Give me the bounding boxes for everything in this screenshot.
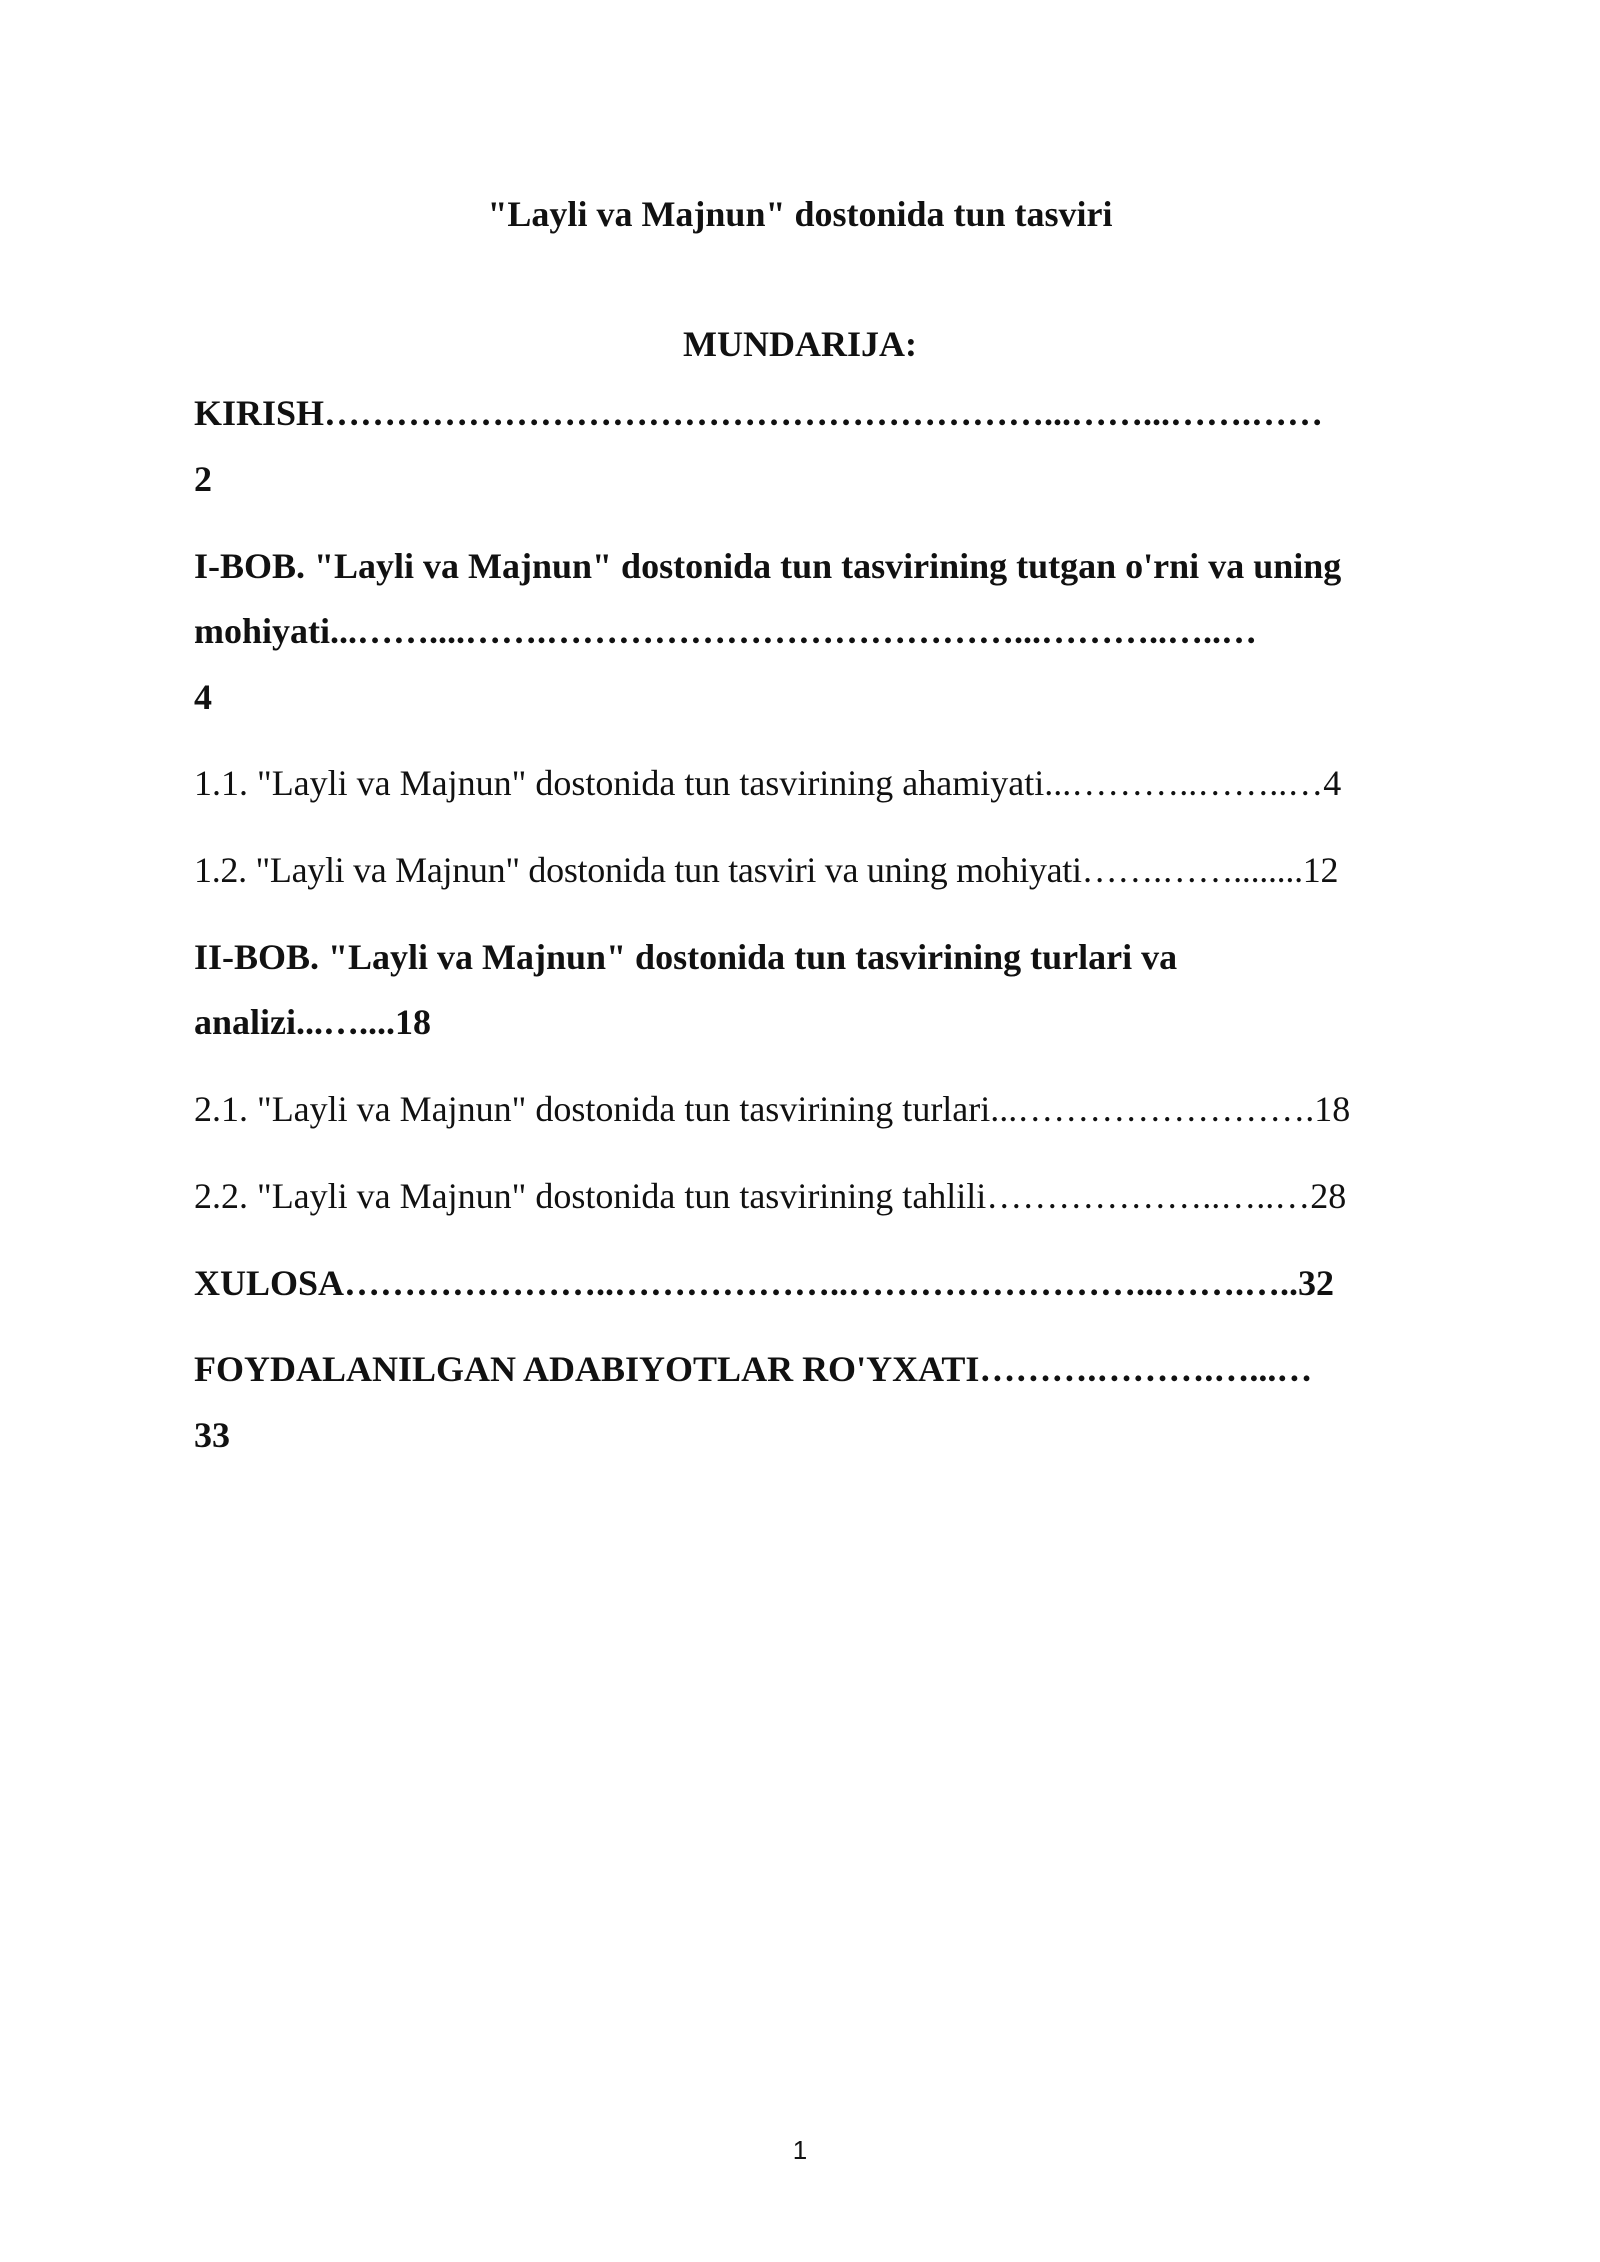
- toc-entry-chapter-2: II-BOB. "Layli va Majnun" dostonida tun tasvirining turlari va: [194, 937, 1178, 977]
- toc-entry-section-1-1: 1.1. "Layli va Majnun" dostonida tun tasvirining ahamiyati...………..……..…4: [194, 763, 1342, 803]
- toc-heading: MUNDARIJA:: [683, 324, 917, 364]
- toc-entry-chapter-1: I-BOB. "Layli va Majnun" dostonida tun tasvirining tutgan o'rni va uning: [194, 546, 1342, 586]
- page-number: 1: [792, 2135, 808, 2165]
- toc-entry-section-2-1: 2.1. "Layli va Majnun" dostonida tun tasvirining turlari...…………………….18: [194, 1089, 1351, 1129]
- toc-entry-xulosa: XULOSA…………………..………………..……………………...…….…..32: [194, 1263, 1335, 1303]
- toc-entry-kirish-page: 2: [194, 459, 212, 499]
- toc-entry-bibliography: FOYDALANILGAN ADABIYOTLAR RO'YXATI……….……….…...…: [194, 1349, 1313, 1389]
- toc-entry-section-1-2: 1.2. "Layli va Majnun" dostonida tun tasviri va uning mohiyati…….……........12: [194, 850, 1339, 890]
- toc-entry-chapter-2-cont: analizi...…....18: [194, 1002, 432, 1042]
- document-title: "Layli va Majnun" dostonida tun tasviri: [487, 194, 1113, 234]
- toc-entry-section-2-2: 2.2. "Layli va Majnun" dostonida tun tasvirining tahlili………………..…..…28: [194, 1176, 1347, 1216]
- toc-entry-bibliography-page: 33: [194, 1415, 230, 1455]
- toc-entry-chapter-1-cont: mohiyati...……....…….…………………………………...………..…..…: [194, 611, 1258, 651]
- toc-entry-kirish: KIRISH……………………………………………………...……...…….……: [194, 393, 1324, 433]
- toc-entry-chapter-1-page: 4: [194, 677, 212, 717]
